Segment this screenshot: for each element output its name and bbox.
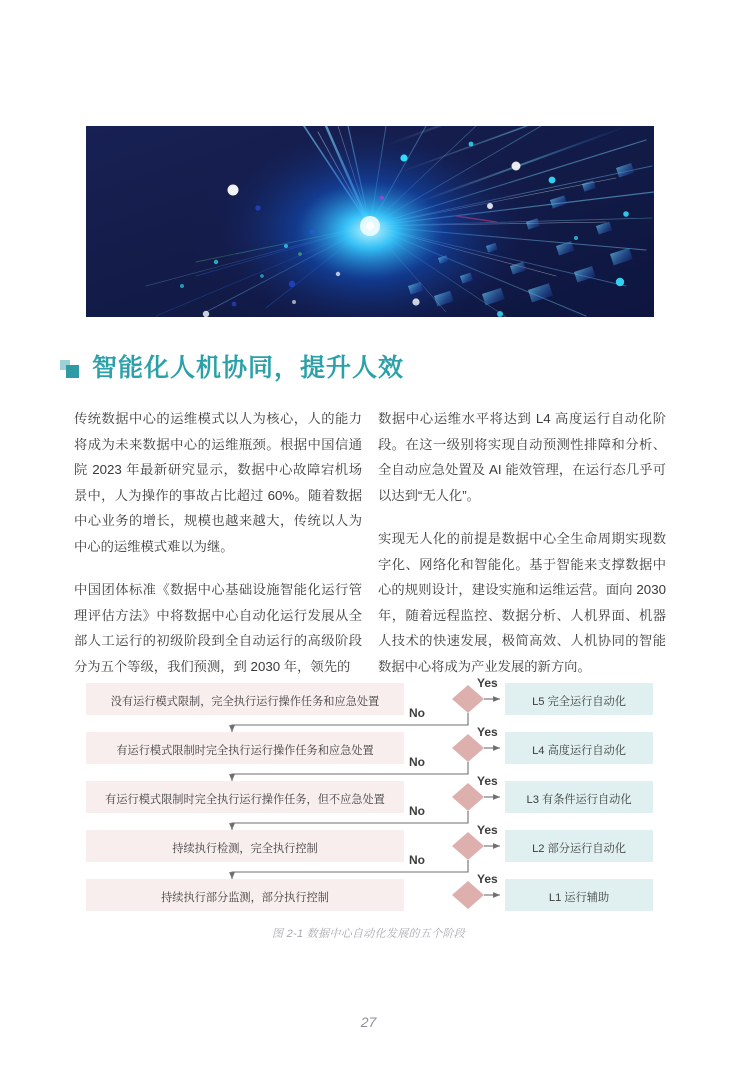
condition-label: 持续执行部分监测，部分执行控制 [161,892,329,904]
condition-box [86,879,404,911]
page-number: 27 [360,1014,377,1030]
double-square-bullet-icon [60,359,80,379]
body-left-column [74,406,362,679]
condition-label: 没有运行模式限制，完全执行运行操作任务和应急处置 [110,696,380,708]
paragraph: 数据中心运维水平将达到 L4 高度运行自动化阶段。在这一级别将实现自动预测性排障和分析、全自动应急处置及 AI 能效管理，在运行态几乎可以达到“无人化”。 [378,411,666,503]
result-box [505,830,653,862]
result-label: L1 运行辅助 [548,892,610,904]
condition-label: 持续执行检测，完全执行控制 [172,843,318,855]
yes-label: Yes [477,823,498,837]
hero-image [86,126,654,317]
condition-label: 有运行模式限制时完全执行运行操作任务，但不应急处置 [105,794,385,806]
flowchart-graphic [0,670,737,920]
result-box [505,781,653,813]
section-heading [60,356,404,381]
yes-label: Yes [477,774,498,788]
no-label: No [409,755,425,769]
result-box [505,879,653,911]
condition-label: 有运行模式限制时完全执行运行操作任务和应急处置 [116,745,374,757]
paragraph: 传统数据中心的运维模式以人为核心，人的能力将成为未来数据中心的运维瓶颈。根据中国信通院 2023 年最新研究显示，数据中心故障宕机场景中，人为操作的事故占比超过 60%。随着数据中心业务的增长，规模也越来越大，传统以人为中心的运维模式难以为继。 [74,411,362,554]
yes-label: Yes [477,725,498,739]
no-label: No [409,706,425,720]
body-right-column [378,406,666,679]
automation-levels-flowchart [0,670,737,920]
result-label: L5 完全运行自动化 [532,696,626,708]
result-label: L2 部分运行自动化 [532,843,626,855]
no-label: No [409,853,425,867]
figure-caption: 图 2-1 数据中心自动化发展的五个阶段 [271,928,465,940]
condition-box [86,781,404,813]
paragraph: 中国团体标准《数据中心基础设施智能化运行管理评估方法》中将数据中心自动化运行发展从全部人工运行的初级阶段到全自动运行的高级阶段分为五个等级，我们预测，到 2030 年，领先的 [74,582,362,674]
no-label: No [409,804,425,818]
hero-image-graphic [86,126,654,317]
yes-label: Yes [477,872,498,886]
yes-label: Yes [477,676,498,690]
condition-box [86,830,404,862]
result-box [505,732,653,764]
result-label: L4 高度运行自动化 [532,745,626,757]
section-heading-text: 智能化人机协同，提升人效 [92,354,405,382]
bullet-square-dark [66,365,79,378]
condition-box [86,683,404,715]
condition-box [86,732,404,764]
paragraph: 实现无人化的前提是数据中心全生命周期实现数字化、网络化和智能化。基于智能来支撑数据中心的规则设计，建设实施和运维运营。面向 2030 年，随着远程监控、数据分析、人机界面、机器人技术的快速发展，极简高效、人机协同的智能数据中心将成为产业发展的新方向。 [378,531,666,674]
result-label: L3 有条件运行自动化 [526,794,632,806]
result-box [505,683,653,715]
